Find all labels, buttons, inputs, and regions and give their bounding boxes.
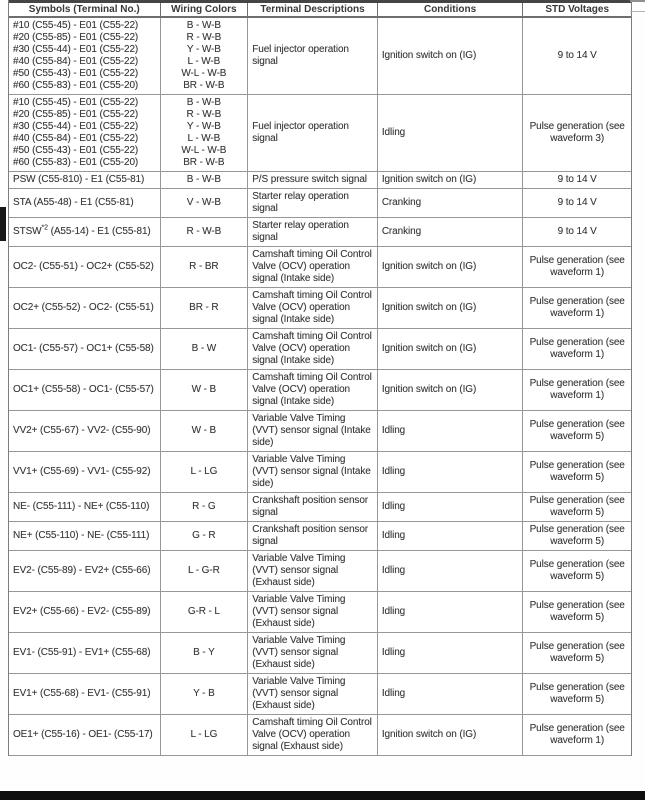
symbols-cell [9, 18, 161, 94]
symbol-line: #60 (C55-83) - E01 (C55-20) [13, 157, 139, 168]
table-row [9, 592, 631, 633]
scan-edge-line-top [630, 0, 645, 2]
wiring-color-line: Y - W-B [186, 121, 221, 132]
column-header-symbols: Symbols (Terminal No.) [9, 3, 161, 16]
footnote-marker: *2 [41, 224, 48, 232]
symbol-line: OC2- (C55-51) - OC2+ (C55-52) [13, 261, 154, 272]
symbol-line: #20 (C55-85) - E01 (C55-22) [13, 109, 139, 120]
symbols-cell [9, 172, 161, 188]
symbols-cell [9, 95, 161, 171]
description-cell: P/S pressure switch signal [248, 172, 378, 188]
std-voltage-cell: Pulse generation (see waveform 5) [529, 682, 625, 705]
table-row [9, 329, 631, 370]
wiring-color-line: R - G [192, 501, 216, 512]
conditions-cell: Idling [378, 411, 524, 451]
wiring-colors-cell [161, 189, 249, 217]
description-cell: Camshaft timing Oil Control Valve (OCV) operation signal (Intake side) [248, 247, 378, 287]
wiring-colors-cell [161, 18, 249, 94]
symbol-line: NE- (C55-111) - NE+ (C55-110) [13, 501, 150, 512]
column-header-descriptions: Terminal Descriptions [248, 3, 378, 16]
wiring-color-line: Y - B [193, 688, 215, 699]
symbol-line: VV2+ (C55-67) - VV2- (C55-90) [13, 425, 151, 436]
std-voltage-cell: Pulse generation (see waveform 5) [529, 641, 625, 664]
wiring-color-line: W-L - W-B [181, 145, 227, 156]
symbols-cell [9, 247, 161, 287]
conditions-cell: Idling [378, 522, 524, 550]
table-row [9, 95, 631, 172]
wiring-color-line: R - W-B [186, 109, 222, 120]
symbols-cell [9, 370, 161, 410]
wiring-colors-cell [161, 674, 249, 714]
symbols-cell [9, 674, 161, 714]
std-voltage-cell: 9 to 14 V [557, 50, 597, 61]
description-cell: Variable Valve Timing (VVT) sensor signal (Exhaust side) [248, 633, 378, 673]
description-cell: Camshaft timing Oil Control Valve (OCV) operation signal (Intake side) [248, 288, 378, 328]
wiring-color-line: L - W-B [187, 56, 221, 67]
symbols-cell [9, 551, 161, 591]
description-cell: Variable Valve Timing (VVT) sensor signal (Intake side) [248, 452, 378, 492]
symbols-cell [9, 218, 161, 246]
std-voltage-cell: 9 to 14 V [557, 197, 597, 208]
symbols-cell [9, 715, 161, 755]
std-voltage-cell: Pulse generation (see waveform 1) [529, 723, 625, 746]
wiring-colors-cell [161, 329, 249, 369]
conditions-cell: Ignition switch on (IG) [378, 247, 524, 287]
table-row [9, 189, 631, 218]
table-row [9, 452, 631, 493]
std-voltage-cell: Pulse generation (see waveform 1) [529, 378, 625, 401]
std-voltage-cell: 9 to 14 V [557, 174, 597, 185]
symbols-cell [9, 288, 161, 328]
wiring-color-line: W - B [191, 384, 217, 395]
wiring-color-line: V - W-B [186, 197, 221, 208]
conditions-cell: Ignition switch on (IG) [378, 288, 524, 328]
symbols-cell [9, 592, 161, 632]
std-voltage-cell: Pulse generation (see waveform 5) [529, 600, 625, 623]
conditions-cell: Cranking [378, 218, 524, 246]
symbol-line: #40 (C55-84) - E01 (C55-22) [13, 133, 139, 144]
std-voltage-cell: Pulse generation (see waveform 5) [529, 559, 625, 582]
conditions-cell: Ignition switch on (IG) [378, 329, 524, 369]
symbols-cell [9, 189, 161, 217]
symbol-line: #10 (C55-45) - E01 (C55-22) [13, 97, 139, 108]
binder-tab-mark [0, 207, 6, 241]
description-cell: Camshaft timing Oil Control Valve (OCV) operation signal (Intake side) [248, 329, 378, 369]
wiring-color-line: R - W-B [186, 226, 222, 237]
conditions-cell: Idling [378, 95, 524, 171]
table-row [9, 172, 631, 189]
symbol-line: PSW (C55-810) - E1 (C55-81) [13, 174, 145, 185]
description-cell: Camshaft timing Oil Control Valve (OCV) operation signal (Exhaust side) [248, 715, 378, 755]
wiring-color-line: B - W-B [186, 20, 221, 31]
wiring-color-line: L - LG [190, 729, 218, 740]
table-row [9, 288, 631, 329]
wiring-color-line: G - R [192, 530, 216, 541]
scan-edge-line-header [630, 11, 645, 12]
std-voltage-cell: Pulse generation (see waveform 5) [529, 495, 625, 518]
wiring-color-line: L - W-B [187, 133, 221, 144]
wiring-color-line: BR - W-B [183, 157, 225, 168]
wiring-colors-cell [161, 493, 249, 521]
std-voltage-cell: Pulse generation (see waveform 5) [529, 460, 625, 483]
std-voltage-cell: Pulse generation (see waveform 5) [529, 419, 625, 442]
wiring-color-line: R - W-B [186, 32, 222, 43]
description-cell: Variable Valve Timing (VVT) sensor signal (Exhaust side) [248, 674, 378, 714]
wiring-color-line: R - BR [189, 261, 219, 272]
wiring-color-line: L - G-R [188, 565, 220, 576]
description-cell: Starter relay operation signal [248, 189, 378, 217]
std-voltage-cell: Pulse generation (see waveform 5) [529, 524, 625, 547]
symbol-line: #30 (C55-44) - E01 (C55-22) [13, 44, 139, 55]
symbol-line: #30 (C55-44) - E01 (C55-22) [13, 121, 139, 132]
table-row [9, 370, 631, 411]
conditions-cell: Ignition switch on (IG) [378, 18, 524, 94]
wiring-colors-cell [161, 370, 249, 410]
symbols-cell [9, 493, 161, 521]
wiring-colors-cell [161, 551, 249, 591]
wiring-color-line: B - W-B [186, 97, 221, 108]
symbol-line: VV1+ (C55-69) - VV1- (C55-92) [13, 466, 151, 477]
symbol-line: OC1- (C55-57) - OC1+ (C55-58) [13, 343, 154, 354]
symbols-cell [9, 522, 161, 550]
symbols-cell [9, 329, 161, 369]
symbol-line: STSW$^{*2}$ (A55-14) - E1 (C55-81) [13, 224, 151, 237]
symbol-line: EV1+ (C55-68) - EV1- (C55-91) [13, 688, 151, 699]
wiring-colors-cell [161, 452, 249, 492]
conditions-cell: Ignition switch on (IG) [378, 370, 524, 410]
conditions-cell: Ignition switch on (IG) [378, 715, 524, 755]
symbol-line: NE+ (C55-110) - NE- (C55-111) [13, 530, 150, 541]
wiring-colors-cell [161, 288, 249, 328]
table-row [9, 218, 631, 247]
symbol-line: #60 (C55-83) - E01 (C55-20) [13, 80, 139, 91]
wiring-color-line: Y - W-B [186, 44, 221, 55]
wiring-color-line: BR - R [189, 302, 219, 313]
wiring-colors-cell [161, 715, 249, 755]
wiring-color-line: B - W-B [186, 174, 221, 185]
symbol-line: #40 (C55-84) - E01 (C55-22) [13, 56, 139, 67]
std-voltage-cell: 9 to 14 V [557, 226, 597, 237]
table-row [9, 411, 631, 452]
wiring-colors-cell [161, 172, 249, 188]
symbols-cell [9, 411, 161, 451]
conditions-cell: Idling [378, 633, 524, 673]
symbol-line: EV2+ (C55-66) - EV2- (C55-89) [13, 606, 151, 617]
wiring-color-line: B - W [191, 343, 217, 354]
table-body [9, 18, 631, 756]
wiring-colors-cell [161, 247, 249, 287]
conditions-cell: Ignition switch on (IG) [378, 172, 524, 188]
scan-bottom-bar [0, 791, 645, 800]
description-cell: Fuel injector operation signal [248, 18, 378, 94]
conditions-cell: Cranking [378, 189, 524, 217]
symbol-line: #50 (C55-43) - E01 (C55-22) [13, 68, 139, 79]
wiring-colors-cell [161, 411, 249, 451]
conditions-cell: Idling [378, 551, 524, 591]
wiring-color-line: W - B [191, 425, 217, 436]
std-voltage-cell: Pulse generation (see waveform 1) [529, 296, 625, 319]
symbol-line: #10 (C55-45) - E01 (C55-22) [13, 20, 139, 31]
wiring-colors-cell [161, 592, 249, 632]
conditions-cell: Idling [378, 592, 524, 632]
symbol-line: EV1- (C55-91) - EV1+ (C55-68) [13, 647, 151, 658]
conditions-cell: Idling [378, 493, 524, 521]
table-header-row [9, 0, 631, 18]
std-voltage-cell: Pulse generation (see waveform 1) [529, 255, 625, 278]
wiring-color-line: B - Y [193, 647, 215, 658]
wiring-colors-cell [161, 522, 249, 550]
column-header-std-voltages: STD Voltages [545, 4, 610, 15]
description-cell: Fuel injector operation signal [248, 95, 378, 171]
symbol-line: OC2+ (C55-52) - OC2- (C55-51) [13, 302, 154, 313]
table-row [9, 247, 631, 288]
symbol-line: OE1+ (C55-16) - OE1- (C55-17) [13, 729, 153, 740]
symbols-cell [9, 452, 161, 492]
wiring-colors-cell [161, 633, 249, 673]
symbol-line: STA (A55-48) - E1 (C55-81) [13, 197, 134, 208]
column-header-wiring-colors: Wiring Colors [161, 3, 249, 16]
std-voltage-cell: Pulse generation (see waveform 1) [529, 337, 625, 360]
wiring-color-line: BR - W-B [183, 80, 225, 91]
description-cell: Starter relay operation signal [248, 218, 378, 246]
wiring-color-line: G-R - L [187, 606, 220, 617]
table-row [9, 493, 631, 522]
table-row [9, 674, 631, 715]
table-row [9, 633, 631, 674]
symbol-line: #50 (C55-43) - E01 (C55-22) [13, 145, 139, 156]
description-cell: Camshaft timing Oil Control Valve (OCV) operation signal (Intake side) [248, 370, 378, 410]
conditions-cell: Idling [378, 674, 524, 714]
description-cell: Crankshaft position sensor signal [248, 522, 378, 550]
symbols-cell [9, 633, 161, 673]
symbol-line: #20 (C55-85) - E01 (C55-22) [13, 32, 139, 43]
wiring-colors-cell [161, 95, 249, 171]
wiring-colors-cell [161, 218, 249, 246]
description-cell: Variable Valve Timing (VVT) sensor signal (Exhaust side) [248, 592, 378, 632]
table-row [9, 18, 631, 95]
table-row [9, 551, 631, 592]
wiring-color-line: W-L - W-B [181, 68, 227, 79]
table-row [9, 715, 631, 756]
table-row [9, 522, 631, 551]
wiring-color-line: L - LG [190, 466, 218, 477]
terminal-table [8, 0, 632, 756]
symbol-line: OC1+ (C55-58) - OC1- (C55-57) [13, 384, 154, 395]
conditions-cell: Idling [378, 452, 524, 492]
description-cell: Variable Valve Timing (VVT) sensor signal (Intake side) [248, 411, 378, 451]
symbol-line: EV2- (C55-89) - EV2+ (C55-66) [13, 565, 151, 576]
column-header-conditions: Conditions [378, 3, 524, 16]
description-cell: Crankshaft position sensor signal [248, 493, 378, 521]
description-cell: Variable Valve Timing (VVT) sensor signal (Exhaust side) [248, 551, 378, 591]
std-voltage-cell: Pulse generation (see waveform 3) [529, 121, 625, 144]
